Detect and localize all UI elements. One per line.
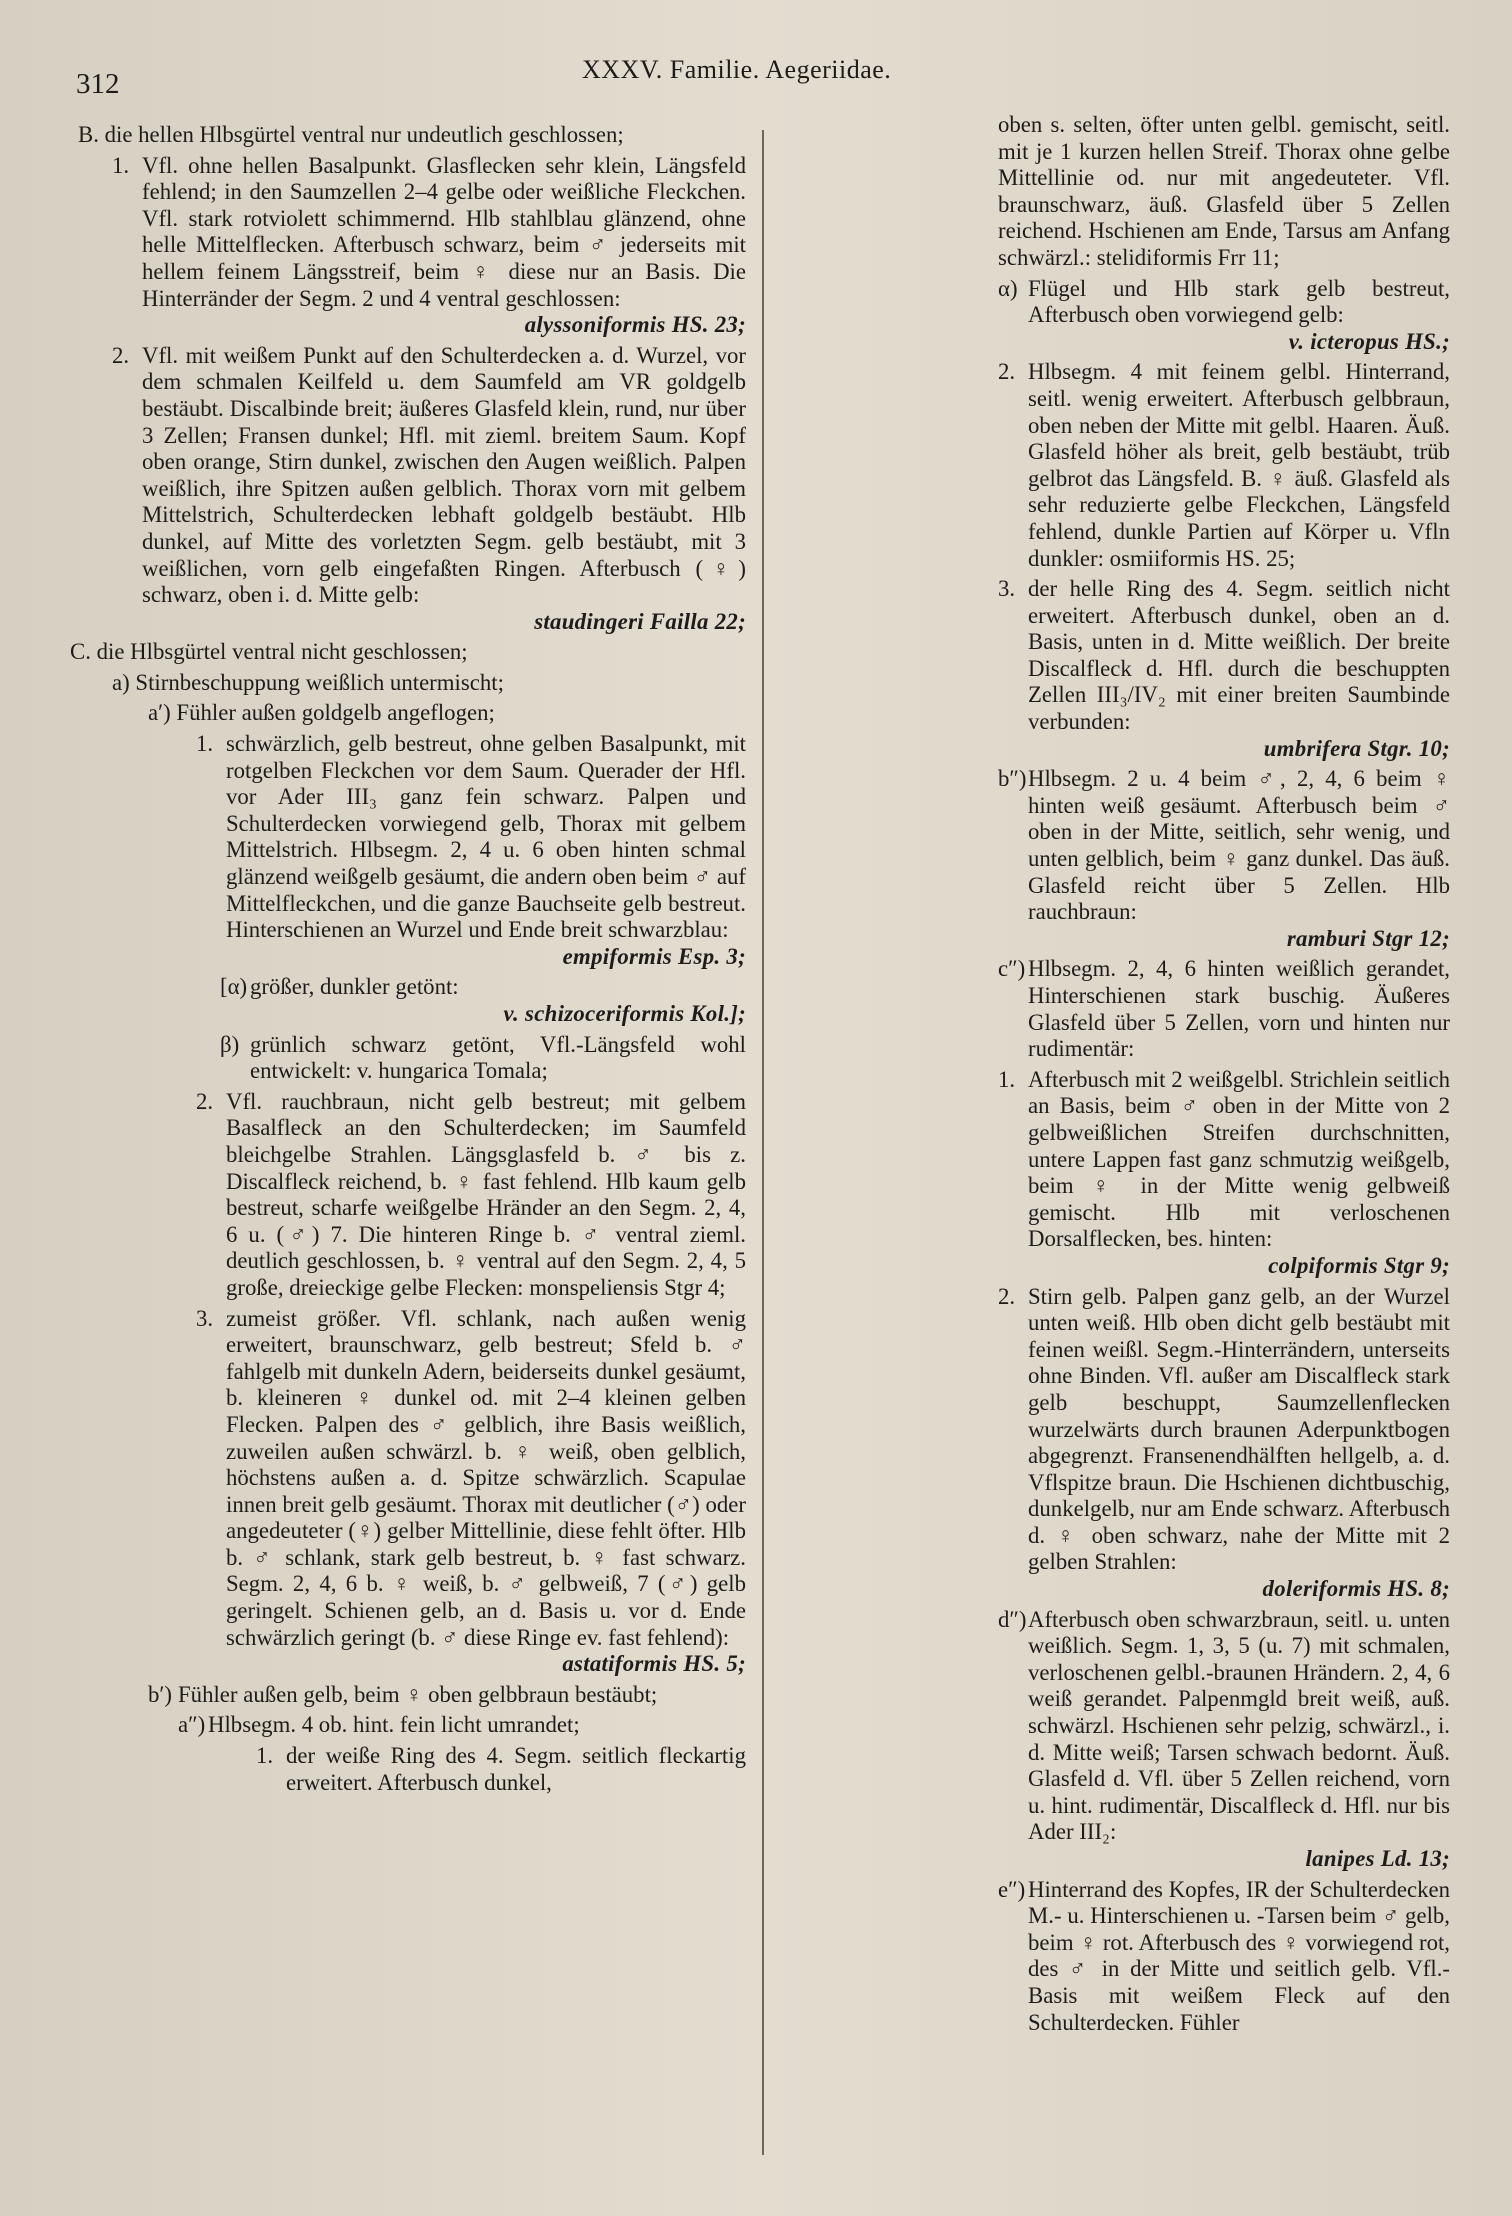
text-entry	[950, 576, 1450, 762]
entry-label: e″)	[998, 1876, 1026, 1902]
entry-label: [α)	[220, 974, 248, 1000]
entry-label: 3.	[196, 1305, 214, 1331]
page-number: 312	[76, 68, 120, 100]
text-entry	[70, 1306, 746, 1678]
entry-label: b′)	[148, 1681, 172, 1707]
entry-label: α)	[998, 275, 1018, 301]
text-entry	[70, 1743, 746, 1796]
entry-text: oben s. selten, öfter unten gelbl. gemischt, seitl. mit je 1 kurzen hellen Streif. Thorax ohne gelbe Mittellinie od. nur mit angedeuteter. Vfl. braunschwarz, äuß. Glasfeld über 5 Zellen reichend. Hschienen am Ende, Tarsus am Anfang schwärzl.: stelidiformis Frr 11;	[998, 112, 1450, 270]
entry-text: Afterbusch oben schwarzbraun, seitl. u. unten weißlich. Segm. 1, 3, 5 (u. 7) mit schmalen, verloschenen gelbl.-braunen Hrändern. 2, 4, 6 weiß gerandet. Palpenmgld breit weiß, auß. schwärzl. Hschienen sehr pelzig, schwärzl., i. d. Mitte weiß; Tarsen schwach bedornt. Äuß. Glasfeld d. Vfl. über 5 Zellen reichend, vorn u. hint. rudimentär, Discalfleck d. Hfl. nur bis Ader III₂:	[1028, 1606, 1450, 1845]
entry-text: größer, dunkler getönt:	[250, 974, 459, 1000]
entry-text: Fühler außen gelb, beim ♀ oben gelbbraun bestäubt;	[178, 1681, 658, 1707]
species-reference: alyssoniformis HS. 23;	[524, 312, 746, 338]
species-reference: staudingeri Failla 22;	[534, 608, 746, 634]
text-entry	[70, 1032, 746, 1085]
entry-text: C. die Hlbsgürtel ventral nicht geschlossen;	[70, 639, 468, 665]
entry-label: 1.	[256, 1743, 274, 1769]
entry-text: Hinterrand des Kopfes, IR der Schulterdecken M.- u. Hinterschienen u. -Tarsen beim ♂ gelb, beim ♀ rot. Afterbusch des ♀ vorwiegend rot, des ♂ in der Mitte und seitlich gelb. Vfl.-Basis mit weißem Fleck auf den Schulterdecken. Fühler	[1028, 1876, 1450, 2035]
text-entry	[70, 153, 746, 339]
entry-label: b″)	[998, 766, 1027, 792]
entry-label: 2.	[998, 1283, 1016, 1309]
entry-label: 1.	[998, 1066, 1016, 1092]
species-reference: umbrifera Stgr. 10;	[1263, 735, 1450, 761]
species-reference: empiformis Esp. 3;	[562, 943, 746, 969]
entry-label: 2.	[112, 342, 130, 368]
entry-text: Hlbsegm. 2, 4, 6 hinten weißlich gerandet, Hinterschienen stark buschig. Äußeres Glasfeld über 5 Zellen, vorn und hinten nur rudimentär:	[1028, 956, 1450, 1062]
right-column	[950, 112, 1450, 2040]
left-column	[70, 122, 746, 1800]
entry-text: der weiße Ring des 4. Segm. seitlich fleckartig erweitert. Afterbusch dunkel,	[286, 1743, 746, 1795]
entry-label: 1.	[196, 731, 214, 757]
entry-text: Flügel und Hlb stark gelb bestreut, Afterbusch oben vorwiegend gelb:	[1028, 275, 1450, 328]
species-reference: doleriformis HS. 8;	[1262, 1576, 1450, 1602]
entry-text: Hlbsegm. 2 u. 4 beim ♂, 2, 4, 6 beim ♀ hinten weiß gesäumt. Afterbusch beim ♂ oben in der Mitte, seitlich, sehr wenig, und unten gelblich, beim ♀ ganz dunkel. Das äuß. Glasfeld reicht über 5 Zellen. Hlb rauchbraun:	[1028, 766, 1450, 925]
entry-label: 1.	[112, 152, 130, 178]
text-entry	[950, 1284, 1450, 1603]
entry-text: Vfl. mit weißem Punkt auf den Schulterdecken a. d. Wurzel, vor dem schmalen Keilfeld u. dem Saumfeld am VR goldgelb bestäubt. Discalbinde breit; äußeres Glasfeld klein, rund, nur über 3 Zellen; Fransen dunkel; Hfl. mit zieml. breitem Saum. Kopf oben orange, Stirn dunkel, zwischen den Augen weißlich. Palpen weißlich, ihre Spitzen außen gelblich. Thorax vorn mit gelbem Mittelstrich, Schulterdecken lebhaft goldgelb bestäubt. Hlb dunkel, auf Mitte des vorletzten Segm. gelb bestäubt, mit 3 weißlichen, vorn gelb eingefaßten Ringen. Afterbusch (♀) schwarz, oben i. d. Mitte gelb:	[142, 342, 746, 608]
text-entry	[950, 766, 1450, 952]
entry-label: c″)	[998, 956, 1026, 982]
entry-label: d″)	[998, 1606, 1027, 1632]
entry-label: 3.	[998, 576, 1016, 602]
entry-label: 2.	[998, 359, 1016, 385]
species-reference: colpiformis Stgr 9;	[1268, 1252, 1450, 1278]
text-entry	[950, 112, 1450, 272]
species-reference: v. icteropus HS.;	[1288, 328, 1450, 354]
text-entry	[950, 956, 1450, 1062]
species-reference: astatiformis HS. 5;	[562, 1651, 746, 1677]
entry-text: Vfl. ohne hellen Basalpunkt. Glasflecken sehr klein, Längsfeld fehlend; in den Saumzellen 2–4 gelbe oder weißliche Fleckchen. Vfl. stark rotviolett schimmernd. Hlb stahlblau glänzend, ohne helle Mittelflecken. Afterbusch schwarz, beim ♂ jederseits mit hellem feinem Längsstreif, beim ♀ diese nur an Basis. Die Hinterränder der Segm. 2 und 4 ventral geschlossen:	[142, 152, 746, 311]
entry-text: Afterbusch mit 2 weißgelbl. Strichlein seitlich an Basis, beim ♂ oben in der Mitte von 2 gelbweißlichen Streifen durchschnitten, untere Lappen fast ganz schmutzig weißgelb, beim ♀ in der Mitte wenig gelbweiß gemischt. Hlb mit verloschenen Dorsalflecken, bes. hinten:	[1028, 1066, 1450, 1252]
text-entry	[70, 670, 746, 697]
text-entry	[70, 1712, 746, 1739]
text-entry	[70, 1682, 746, 1709]
entry-text: Hlbsegm. 4 ob. hint. fein licht umrandet;	[208, 1712, 580, 1738]
text-entry	[950, 1607, 1450, 1873]
text-entry	[70, 343, 746, 636]
entry-label: 2.	[196, 1088, 214, 1114]
entry-text: grünlich schwarz getönt, Vfl.-Längsfeld wohl entwickelt: v. hungarica Tomala;	[250, 1031, 746, 1084]
entry-label: a″)	[178, 1712, 206, 1738]
entry-label: β)	[220, 1031, 240, 1057]
column-divider	[762, 130, 764, 2155]
species-reference: v. schizoceriformis Kol.];	[503, 1001, 746, 1026]
text-entry	[70, 639, 746, 666]
entry-text: a′) Fühler außen goldgelb angeflogen;	[148, 700, 495, 726]
text-entry	[70, 1089, 746, 1302]
entry-text: der helle Ring des 4. Segm. seitlich nicht erweitert. Afterbusch dunkel, oben an d. Basis, unten in d. Mitte weißlich. Der breite Discalfleck d. Hfl. durch die beschuppten Zellen III₃/IV₂ mit einer breiten Saumbinde verbunden:	[1028, 576, 1450, 735]
entry-text: a) Stirnbeschuppung weißlich untermischt;	[112, 669, 504, 695]
entry-text: Vfl. rauchbraun, nicht gelb bestreut; mit gelbem Basalfleck an den Schulterdecken; im Saumfeld bleichgelbe Strahlen. Längsglasfeld b. ♂ bis z. Discalfleck reichend, b. ♀ fast fehlend. Hlb kaum gelb bestreut, scharfe weißgelbe Hränder an den Segm. 2, 4, 6 u. (♂) 7. Die hinteren Ringe b. ♂ ventral zieml. deutlich geschlossen, b. ♀ ventral auf den Segm. 2, 4, 5 große, dreieckige gelbe Flecken: monspeliensis Stgr 4;	[226, 1088, 746, 1300]
entry-text: B. die hellen Hlbsgürtel ventral nur undeutlich geschlossen;	[78, 122, 624, 147]
species-reference: lanipes Ld. 13;	[1305, 1846, 1450, 1871]
text-entry	[950, 1067, 1450, 1280]
entry-text: schwärzlich, gelb bestreut, ohne gelben Basalpunkt, mit rotgelben Fleckchen vor dem Saum. Querader der Hfl. vor Ader III₃ ganz fein schwarz. Palpen und Schulterdecken vorwiegend gelb, Thorax mit gelbem Mittelstrich. Hlbsegm. 2, 4 u. 6 oben hinten schmal glänzend weißgelb gesäumt, die andern oben beim ♂ auf Mittelfleckchen, und die ganze Bauchseite gelb bestreut. Hinterschienen an Wurzel und Ende breit schwarzblau:	[226, 731, 746, 943]
species-reference: ramburi Stgr 12;	[1286, 925, 1450, 951]
text-entry	[950, 276, 1450, 356]
running-title: XXXV. Familie. Aegeriidae.	[582, 55, 892, 84]
text-entry	[950, 359, 1450, 572]
entry-text: zumeist größer. Vfl. schlank, nach außen wenig erweitert, braunschwarz, gelb bestreut; Sfeld b. ♂ fahlgelb mit dunkeln Adern, beiderseits dunkel gesäumt, b. kleineren ♀ dunkel od. mit 2–4 kleinen gelben Flecken. Palpen des ♂ gelblich, ihre Basis weißlich, zuweilen außen schwärzl. b. ♀ weiß, oben gelblich, höchstens außen a. d. Spitze schwärzlich. Scapulae innen breit gelb gesäumt. Thorax mit deutlicher (♂) oder angedeuteter (♀) gelber Mittellinie, diese fehlt öfter. Hlb b. ♂ schlank, stark gelb bestreut, b. ♀ fast schwarz. Segm. 2, 4, 6 b. ♀ weiß, b. ♂ gelbweiß, 7 (♂) gelb geringelt. Schienen gelb, an d. Basis u. vor d. Ende schwärzlich geringt (b. ♂ diese Ringe ev. fast fehlend):	[226, 1305, 746, 1650]
entry-text: Hlbsegm. 4 mit feinem gelbl. Hinterrand, seitl. wenig erweitert. Afterbusch gelbbraun, oben neben der Mitte mit gelbl. Haaren. Äuß. Glasfeld höher als breit, gelb bestäubt, trüb gelbrot das Längsfeld. B. ♀ äuß. Glasfeld als sehr reduzierte gelbe Fleckchen, Längsfeld fehlend, dunkle Partien auf Körper u. Vfln dunkler: osmiiformis HS. 25;	[1028, 359, 1450, 571]
text-entry	[70, 974, 746, 1027]
entry-text: Stirn gelb. Palpen ganz gelb, an der Wurzel unten weiß. Hlb oben dicht gelb bestäubt mit feinen weißl. Segm.-Hinterrändern, unterseits ohne Binden. Vfl. außer am Discalfleck stark gelb beschuppt, Saumzellenflecken wurzelwärts durch braunen Aderpunktbogen abgegrenzt. Fransenendhälften hellgelb, a. d. Vflspitze braun. Die Hschienen dichtbuschig, dunkelgelb, nur am Ende schwarz. Afterbusch d. ♀ oben schwarz, nahe der Mitte mit 2 gelben Strahlen:	[1028, 1283, 1450, 1575]
text-entry	[70, 700, 746, 727]
text-entry	[950, 1877, 1450, 2037]
text-entry	[70, 731, 746, 970]
text-entry	[70, 122, 746, 149]
